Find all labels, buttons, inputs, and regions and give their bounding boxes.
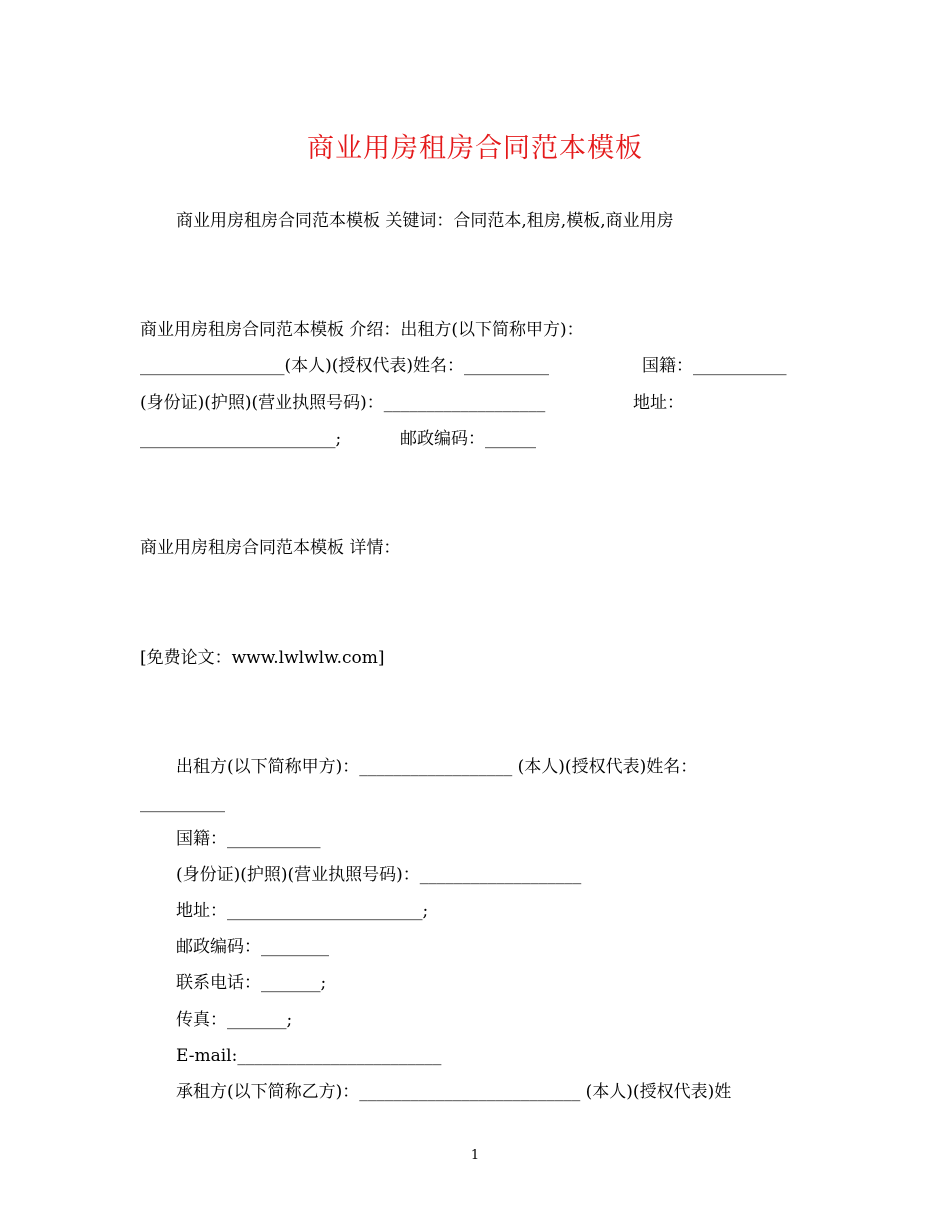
address-line: 地址：_______________________;: [176, 901, 429, 921]
intro-line-4-postcode: 邮政编码：______: [400, 429, 536, 449]
fax-line: 传真：_______;: [176, 1010, 293, 1030]
lessor-name-blank: __________: [140, 793, 225, 813]
intro-line-1: 商业用房租房合同范本模板 介绍：出租方(以下简称甲方)：: [140, 320, 584, 340]
intro-line-3-address: 地址：: [633, 393, 684, 413]
intro-line-2-name: _________________(本人)(授权代表)姓名：__________: [140, 356, 550, 376]
source-note: [免费论文：www.lwlwlw.com]: [140, 648, 385, 668]
phone-line: 联系电话：_______;: [176, 973, 327, 993]
email-line: E-mail:________________________: [176, 1046, 442, 1066]
nationality-line: 国籍：___________: [176, 829, 321, 849]
intro-line-2-nationality: 国籍：___________: [642, 356, 787, 376]
keywords-line: 商业用房租房合同范本模板 关键词：合同范本,租房,模板,商业用房: [176, 211, 674, 231]
page-number: 1: [470, 1148, 480, 1163]
intro-line-4-address-blank: _______________________;: [140, 429, 342, 449]
lessor-line: 出租方(以下简称甲方)：__________________ (本人)(授权代表)姓名：: [176, 757, 698, 777]
details-heading: 商业用房租房合同范本模板 详情：: [140, 538, 401, 558]
postcode-line: 邮政编码：________: [176, 937, 329, 957]
lessee-line: 承租方(以下简称乙方)：__________________________ (本人)(授权代表)姓: [176, 1082, 732, 1102]
id-line: (身份证)(护照)(营业执照号码)：___________________: [176, 865, 582, 885]
intro-line-3-id: (身份证)(护照)(营业执照号码)：___________________: [140, 393, 546, 413]
document-title: 商业用房租房合同范本模板: [307, 133, 643, 164]
